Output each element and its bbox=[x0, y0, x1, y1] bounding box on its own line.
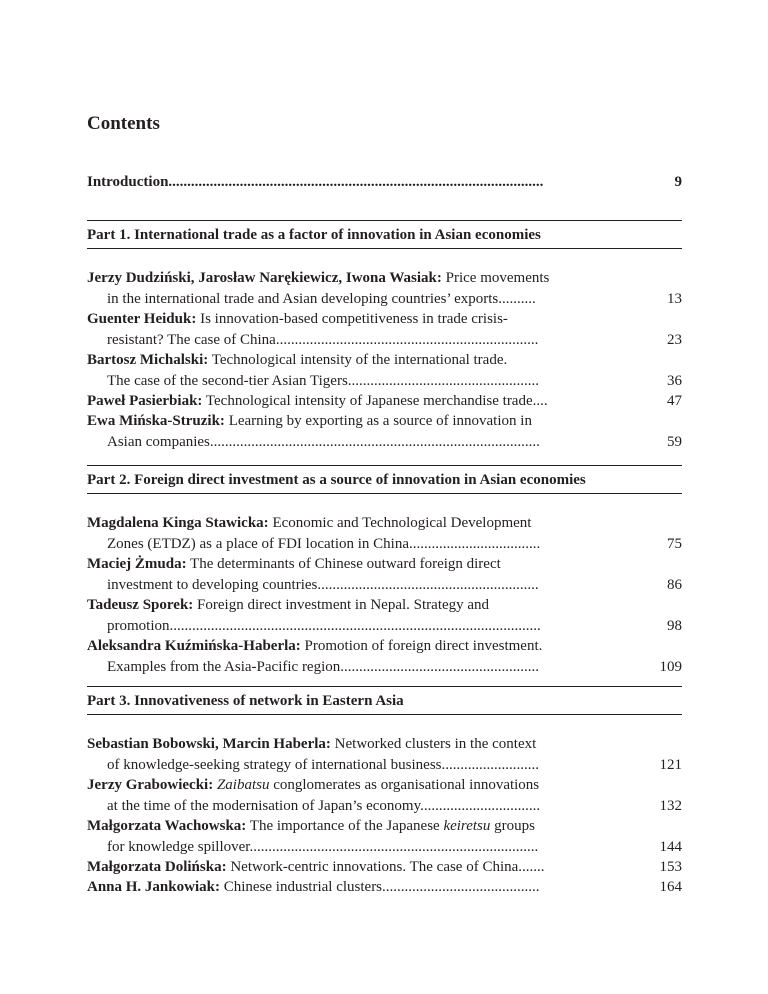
leader-dots: ....... bbox=[518, 859, 545, 875]
entry-author: Anna H. Jankowiak: bbox=[87, 879, 220, 895]
entry-title-italic: Zaibatsu bbox=[216, 777, 270, 793]
entry-author: Guenter Heiduk: bbox=[87, 311, 197, 327]
toc-entry[interactable] bbox=[87, 775, 682, 816]
entry-title-line2: The case of the second-tier Asian Tigers bbox=[107, 372, 348, 389]
entry-title-line1: The importance of the Japanese bbox=[246, 818, 444, 834]
entry-title-line2: Examples from the Asia-Pacific region bbox=[107, 658, 341, 675]
page-number: 121 bbox=[659, 756, 682, 773]
entry-author: Magdalena Kinga Stawicka: bbox=[87, 515, 269, 531]
toc-entry[interactable] bbox=[87, 636, 682, 677]
leader-dots: ..................................................... bbox=[340, 658, 540, 675]
leader-dots: ............................................................................. bbox=[249, 838, 539, 855]
entry-title-italic: keiretsu bbox=[443, 818, 491, 834]
entry-author: Ewa Mińska-Struzik: bbox=[87, 413, 225, 429]
entry-title-line1: Technological intensity of Japanese merchandise trade bbox=[202, 393, 533, 409]
entry-title-line2: for knowledge spillover bbox=[107, 838, 250, 855]
toc-entry[interactable] bbox=[87, 350, 682, 391]
part-heading: Part 3. Innovativeness of network in Eastern Asia bbox=[87, 686, 682, 715]
leader-dots: ................................ bbox=[420, 797, 541, 814]
toc-entry[interactable] bbox=[87, 268, 682, 309]
page-number: 47 bbox=[667, 393, 682, 409]
toc-entry[interactable] bbox=[87, 595, 682, 636]
entry-title-line2: in the international trade and Asian developing countries’ exports bbox=[107, 290, 499, 307]
toc-entry[interactable] bbox=[87, 857, 682, 878]
page-number: 153 bbox=[659, 859, 682, 875]
toc-entry[interactable] bbox=[87, 554, 682, 595]
entry-author: Tadeusz Sporek: bbox=[87, 597, 194, 613]
page-number: 36 bbox=[667, 372, 682, 389]
entry-title-line1: The determinants of Chinese outward foreign direct bbox=[186, 556, 501, 572]
leader-dots: .......... bbox=[498, 290, 536, 307]
entry-author: Maciej Żmuda: bbox=[87, 556, 187, 572]
toc-entry[interactable] bbox=[87, 513, 682, 554]
entry-title-line1-tail: groups bbox=[490, 818, 535, 834]
part-heading: Part 1. International trade as a factor of innovation in Asian economies bbox=[87, 220, 682, 249]
entry-title-line1: Technological intensity of the international trade. bbox=[208, 352, 508, 368]
toc-entry[interactable] bbox=[87, 816, 682, 857]
entry-title-line1: Promotion of foreign direct investment. bbox=[300, 638, 543, 654]
entry-author: Bartosz Michalski: bbox=[87, 352, 209, 368]
page-number: 86 bbox=[667, 576, 682, 593]
entry-author: Małgorzata Dolińska: bbox=[87, 859, 227, 875]
leader-dots: ........................................................................................ bbox=[209, 433, 540, 450]
entry-author: Małgorzata Wachowska: bbox=[87, 818, 247, 834]
leader-dots: ................................................................................................... bbox=[169, 617, 541, 634]
entry-author: Sebastian Bobowski, Marcin Haberla: bbox=[87, 736, 331, 752]
leader-dots: .......................................... bbox=[382, 879, 540, 895]
page-number: 13 bbox=[667, 290, 682, 307]
entry-author: Jerzy Grabowiecki: bbox=[87, 777, 214, 793]
page-number: 75 bbox=[667, 535, 682, 552]
leader-dots: ................................................... bbox=[347, 372, 540, 389]
page-number: 164 bbox=[659, 879, 682, 895]
page-number: 132 bbox=[659, 797, 682, 814]
leader-dots: .......................... bbox=[441, 756, 539, 773]
entry-title-line2: promotion bbox=[107, 617, 170, 634]
toc-entry[interactable] bbox=[87, 391, 682, 412]
entry-title-line1: Foreign direct investment in Nepal. Strategy and bbox=[193, 597, 490, 613]
toc-entry[interactable] bbox=[87, 734, 682, 775]
entry-title-line1: conglomerates as organisational innovations bbox=[269, 777, 540, 793]
entry-title-line2: Zones (ETDZ) as a place of FDI location in China bbox=[107, 535, 409, 552]
page-number: 9 bbox=[674, 174, 682, 190]
entry-author: Jerzy Dudziński, Jarosław Narękiewicz, Iwona Wasiak: bbox=[87, 270, 442, 286]
toc-entry[interactable] bbox=[87, 309, 682, 350]
entry-author: Paweł Pasierbiak: bbox=[87, 393, 203, 409]
entry-title-line2: Asian companies bbox=[107, 433, 210, 450]
page-title: Contents bbox=[87, 113, 160, 134]
entry-title-line1: Is innovation-based competitiveness in trade crisis- bbox=[196, 311, 508, 327]
entry-title-line1: Network-centric innovations. The case of China bbox=[226, 859, 519, 875]
entry-title: Introduction bbox=[87, 174, 169, 190]
leader-dots: ...................................................................... bbox=[275, 331, 539, 348]
leader-dots: ........................................................... bbox=[317, 576, 539, 593]
toc-entry[interactable] bbox=[87, 877, 682, 898]
page-number: 59 bbox=[667, 433, 682, 450]
page-number: 98 bbox=[667, 617, 682, 634]
leader-dots: .... bbox=[532, 393, 548, 409]
entry-title-line2: investment to developing countries bbox=[107, 576, 318, 593]
entry-title-line1: Chinese industrial clusters bbox=[219, 879, 383, 895]
toc-entry[interactable] bbox=[87, 411, 682, 452]
page-number: 23 bbox=[667, 331, 682, 348]
entry-title-line2: resistant? The case of China bbox=[107, 331, 276, 348]
leader-dots: .................................................................................................... bbox=[168, 174, 544, 190]
entry-title-line1: Learning by exporting as a source of innovation in bbox=[224, 413, 532, 429]
page-number: 144 bbox=[659, 838, 682, 855]
entry-title-line2: at the time of the modernisation of Japan’s economy bbox=[107, 797, 421, 814]
entry-title-line1: Price movements bbox=[441, 270, 550, 286]
page-number: 109 bbox=[659, 658, 682, 675]
part-heading: Part 2. Foreign direct investment as a source of innovation in Asian economies bbox=[87, 465, 682, 494]
entry-title-line1: Economic and Technological Development bbox=[268, 515, 532, 531]
toc-entry-introduction[interactable] bbox=[87, 172, 682, 193]
entry-author: Aleksandra Kuźmińska-Haberla: bbox=[87, 638, 301, 654]
entry-title-line2: of knowledge-seeking strategy of international business bbox=[107, 756, 442, 773]
entry-title-line1: Networked clusters in the context bbox=[330, 736, 537, 752]
leader-dots: ................................... bbox=[409, 535, 541, 552]
